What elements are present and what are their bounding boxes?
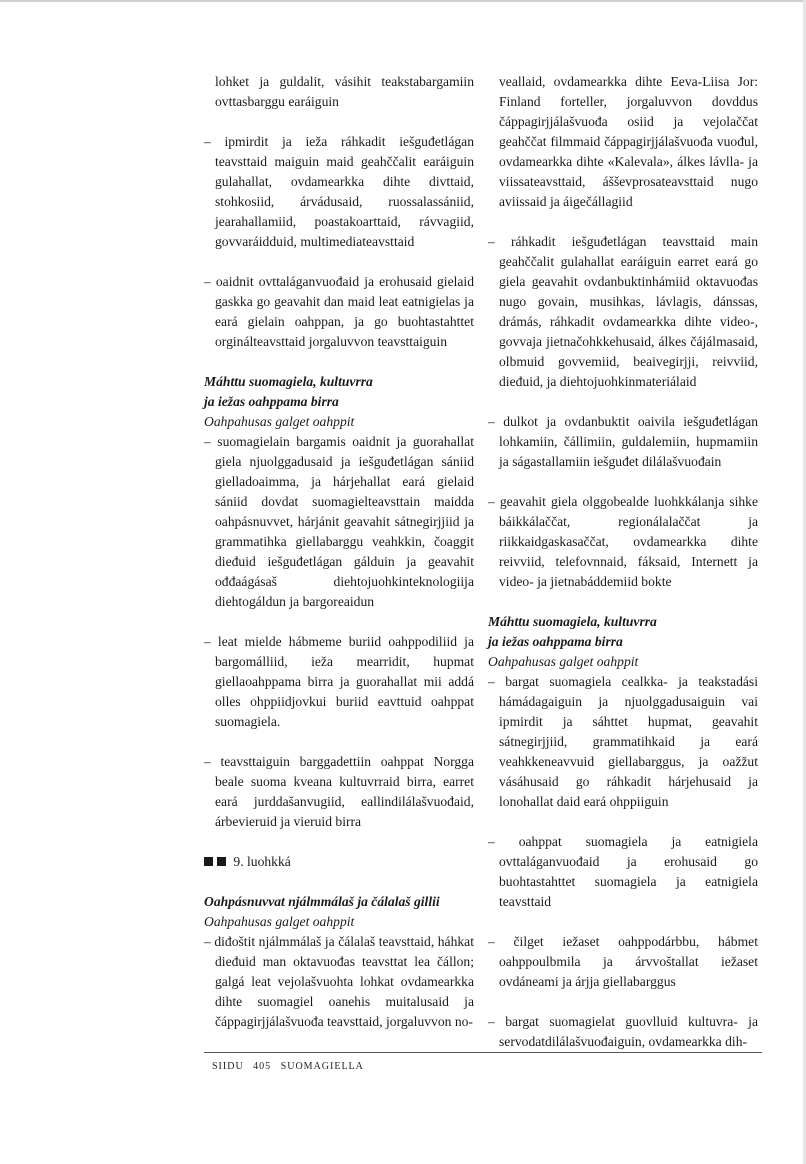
bullet-item: – leat mielde hábmeme buriid oahppodiliid ja bargomálliid, ieža mearridit, hupmat giellaoahppama birra ja guorahallat mii addá olles ohppiidjovkui buriid eavttuid oahppat suomagiela.: [204, 634, 474, 729]
bullet-item: – čilget iežaset oahppodárbbu, hábmet oahppoulbmila ja árvvoštallat iežaset ovdáneami ja árjja giellabarggus: [488, 934, 758, 989]
section-heading: [204, 372, 474, 432]
bullet-item: – oahppat suomagiela ja eatnigiela ovttaláganvuođaid ja erohusaid go buohtastahttet suomagiela ja eatnigiela teavsttaid: [488, 834, 758, 909]
page-number: 405: [253, 1061, 272, 1072]
top-border: [0, 0, 806, 2]
bullet-item: – ráhkadit iešguđetlágan teavsttaid main geahččalit gulahallat earáiguin earret eará go giela geavahit ovdanbuktinhámiid oktavuođas nugo govain, musihkas, lávlagis, dánssas, drámás, ráhkadit ovdamearkka dihte video-, govvaja jietnačohkkehusaid, álkes čájálmasaid, olbmuid govvemiid, beaivegirjji, reivviid, dieđuid, ja diehtojuohkinmateriálaid: [488, 234, 758, 389]
page-footer: [212, 1061, 370, 1072]
bullet-item: – geavahit giela olggobealde luohkkálanja sihke báikkálaččat, regionálalaččat ja riikkaidgaskasaččat, ovdamearkka dihte reivviid, telefovnnaid, fáksaid, Internett ja video- ja jietnabáddemiid bokte: [488, 494, 758, 589]
footer-rule: [204, 1052, 762, 1053]
bullet-item: – bargat suomagiela cealkka- ja teakstadási hámádagaiguin ja njuolggadusaiguin vai ipmirdit ja sáhttet hupmat, geavahit sátnegirjjiid, grammatihkaid ja eará veahkkeneavvuid giellabarggus, ja oažžut vásáhusaid go ráhkadit hárjehusaid ja lonohallat daid eará ohppiiguin: [488, 674, 758, 809]
footer-title: SUOMAGIELLA: [280, 1061, 364, 1072]
footer-page-label: SIIDU: [212, 1061, 244, 1072]
subheading: Oahpahusas galget oahppit: [204, 414, 355, 429]
bullet-item: – suomagielain bargamis oaidnit ja guorahallat giela njuolggadusaid ja iešguđetlágan sániid gielladoaimma, ja hárjehallat eará gielaid sániid dovdat suomagielteavsttain maidda oahpásnuvvet, hárjánit geavahit sátnegirjjiid ja grammatihka giellabarggu veahkkin, čoaggit dieđuid iešguđetlágan gálduin ja geavahit ođđaágásaš diehtojuohkinteknologiija diehtogáldun ja bargoreaidun: [204, 434, 474, 609]
heading-line: Oahpásnuvvat njálmmálaš ja čálalaš gillii: [204, 894, 440, 909]
bullet-item: – diđoštit njálmmálaš ja čálalaš teavsttaid, háhkat dieđuid man oktavuođas teavsttat lea čállon; galgá leat vejolašvuohta lohkat ovdamearkka dihte suomagiel oanehis muitalusaid ja čáppagirjjálašvuođa teavsttaid, jorgaluvvon no-: [204, 934, 474, 1029]
paragraph: veallaid, ovdamearkka dihte Eeva-Liisa Jor: Finland forteller, jorgaluvvon dovddus čáppagirjjálašvuođa osiid ja vejolaččat geahččat filmmaid čáppagirjjálašvuođa vuođul, ovdamearkka dihte «Kalevala», álkes lávlla- ja viissateavsttaid, ášševprosateavsttaid nugo aviissaid ja áigečállagiid: [499, 74, 758, 209]
heading-line: ja iežas oahppama birra: [204, 394, 339, 409]
right-column: [488, 72, 758, 1052]
bullet-item: – teavsttaiguin barggadettiin oahppat Norgga beale suoma kveana kultuvrraid birra, earret eará jurddašanvugiid, eallindilálašvuođaid, árbevieruid ja vieruid birra: [204, 754, 474, 829]
grade-section-title: [204, 852, 474, 872]
grade-label: 9. luohkká: [233, 854, 291, 869]
paragraph: lohket ja guldalit, vásihit teakstabargamiin ovttasbarggu earáiguin: [215, 74, 474, 109]
heading-line: ja iežas oahppama birra: [488, 634, 623, 649]
section-heading: [204, 892, 474, 932]
square-bullet-icon: [204, 857, 213, 866]
bullet-item: – oaidnit ovttaláganvuođaid ja erohusaid gielaid gaskka go geavahit dan maid leat eatnigielas ja eará gielain oahppan, ja go buohtastahttet orginálteavsttaid jorgaluvvon teavsttaiguin: [204, 274, 474, 349]
subheading: Oahpahusas galget oahppit: [204, 914, 355, 929]
subheading: Oahpahusas galget oahppit: [488, 654, 639, 669]
heading-line: Máhttu suomagiela, kultuvrra: [204, 374, 373, 389]
bullet-item: – dulkot ja ovdanbuktit oaivila iešguđetlágan lohkamiin, čállimiin, guldalemiin, hupmamiin ja ságastallamiin iešguđet dilálašvuođain: [488, 414, 758, 469]
section-heading: [488, 612, 758, 672]
bullet-item: – bargat suomagielat guovlluid kultuvra- ja servodatdilálašvuođaiguin, ovdamearkka dih-: [488, 1014, 758, 1049]
left-column: [204, 72, 474, 1032]
square-bullet-icon: [217, 857, 226, 866]
heading-line: Máhttu suomagiela, kultuvrra: [488, 614, 657, 629]
bullet-item: – ipmirdit ja ieža ráhkadit iešguđetlágan teavsttaid maiguin maid geahččalit earáiguin gulahallat, ovdamearkka dihte divttaid, stohkosiid, árvádusaid, ruossalassániid, jearahallamiid, poastakoarttaid, rávvagiid, govvaráidduid, multimediateavsttaid: [204, 134, 474, 249]
